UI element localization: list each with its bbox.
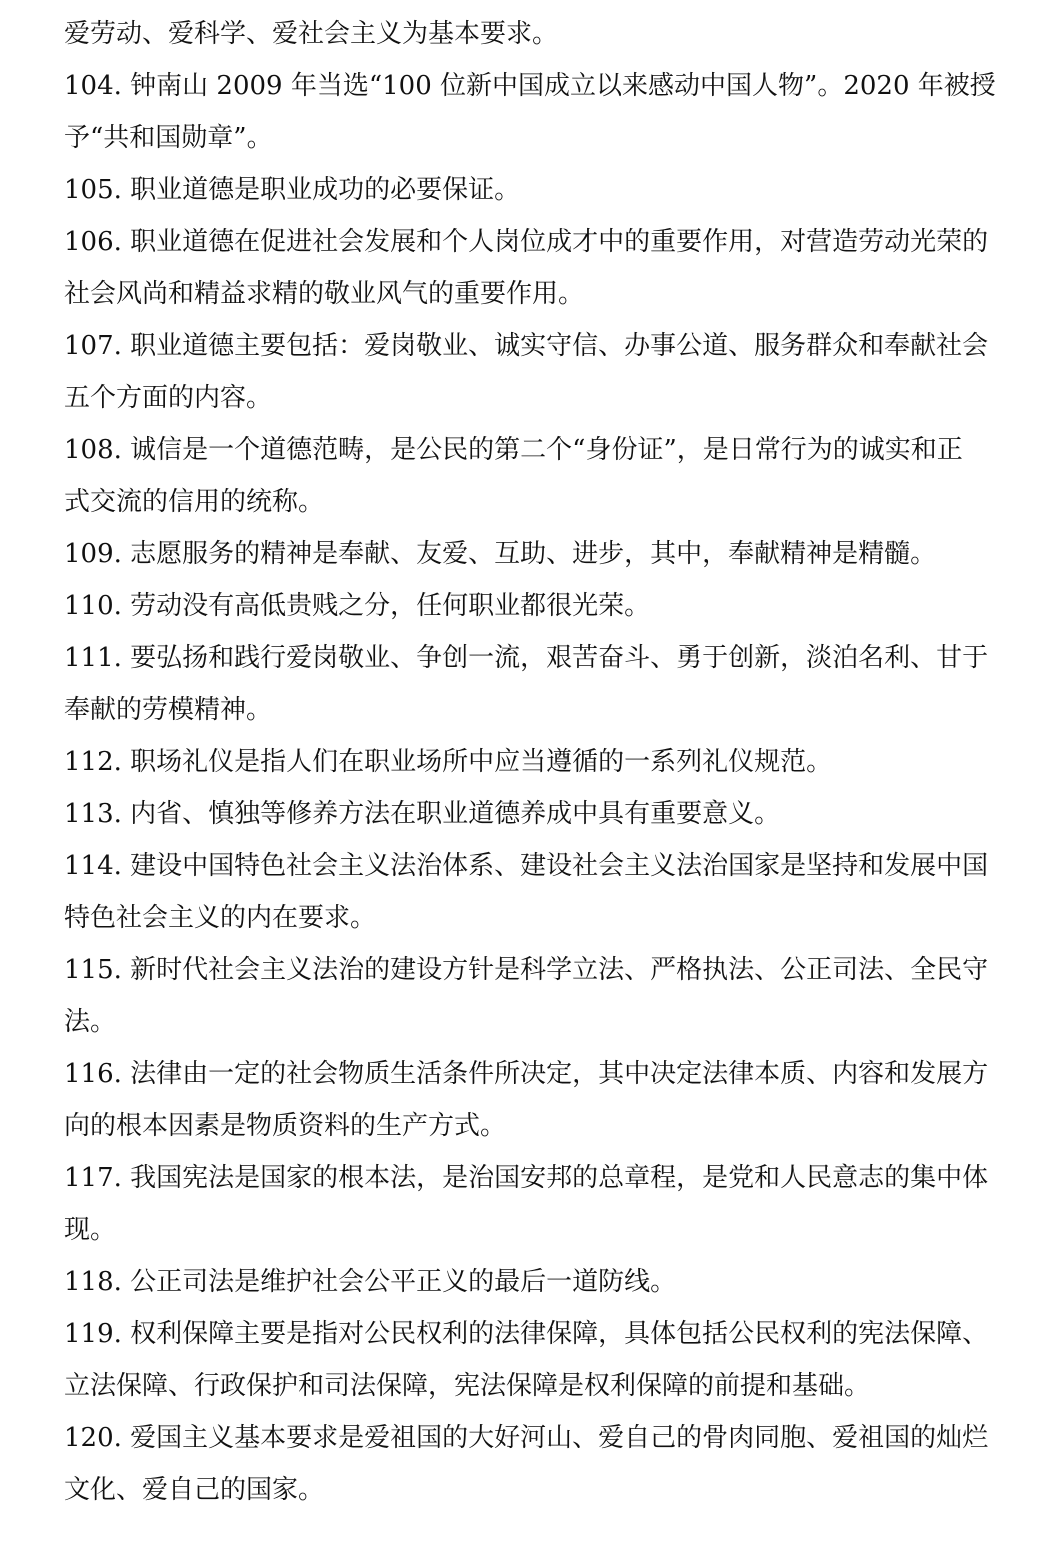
text-line: 向的根本因素是物质资料的生产方式。 — [64, 1111, 507, 1141]
text-line: 108. 诚信是一个道德范畴，是公民的第二个“身份证”，是日常行为的诚实和正 — [64, 435, 963, 465]
text-line: 111. 要弘扬和践行爱岗敬业、争创一流，艰苦奋斗、勇于创新，淡泊名利、甘于 — [64, 643, 989, 673]
text-line: 116. 法律由一定的社会物质生活条件所决定，其中决定法律本质、内容和发展方 — [64, 1059, 989, 1089]
text-line: 117. 我国宪法是国家的根本法，是治国安邦的总章程，是党和人民意志的集中体 — [64, 1163, 989, 1193]
text-line: 立法保障、行政保护和司法保障，宪法保障是权利保障的前提和基础。 — [64, 1371, 871, 1401]
text-line: 奉献的劳模精神。 — [64, 695, 273, 725]
text-line: 107. 职业道德主要包括：爱岗敬业、诚实守信、办事公道、服务群众和奉献社会 — [64, 331, 989, 361]
text-line: 爱劳动、爱科学、爱社会主义为基本要求。 — [64, 19, 559, 49]
text-line: 特色社会主义的内在要求。 — [64, 903, 377, 933]
text-line: 119. 权利保障主要是指对公民权利的法律保障，具体包括公民权利的宪法保障、 — [64, 1319, 989, 1349]
text-line: 110. 劳动没有高低贵贱之分，任何职业都很光荣。 — [64, 591, 651, 621]
text-line: 社会风尚和精益求精的敬业风气的重要作用。 — [64, 279, 585, 309]
text-line: 五个方面的内容。 — [64, 383, 273, 413]
text-line: 法。 — [64, 1007, 117, 1037]
text-line: 109. 志愿服务的精神是奉献、友爱、互助、进步，其中，奉献精神是精髓。 — [64, 539, 937, 569]
text-line: 106. 职业道德在促进社会发展和个人岗位成才中的重要作用，对营造劳动光荣的 — [64, 227, 989, 257]
text-line: 115. 新时代社会主义法治的建设方针是科学立法、严格执法、公正司法、全民守 — [64, 955, 989, 985]
text-line: 104. 钟南山 2009 年当选“100 位新中国成立以来感动中国人物”。2020 年被授 — [64, 71, 996, 101]
text-line: 113. 内省、慎独等修养方法在职业道德养成中具有重要意义。 — [64, 799, 781, 829]
text-line: 118. 公正司法是维护社会公平正义的最后一道防线。 — [64, 1267, 677, 1297]
text-line: 114. 建设中国特色社会主义法治体系、建设社会主义法治国家是坚持和发展中国 — [64, 851, 989, 881]
text-line: 105. 职业道德是职业成功的必要保证。 — [64, 175, 521, 205]
text-line: 112. 职场礼仪是指人们在职业场所中应当遵循的一系列礼仪规范。 — [64, 747, 833, 777]
text-line: 120. 爱国主义基本要求是爱祖国的大好河山、爱自己的骨肉同胞、爱祖国的灿烂 — [64, 1423, 989, 1453]
text-line: 现。 — [64, 1215, 117, 1245]
text-line: 式交流的信用的统称。 — [64, 487, 325, 517]
document-page — [64, 8, 996, 1516]
text-line: 文化、爱自己的国家。 — [64, 1475, 325, 1505]
text-line: 予“共和国勋章”。 — [64, 123, 273, 153]
